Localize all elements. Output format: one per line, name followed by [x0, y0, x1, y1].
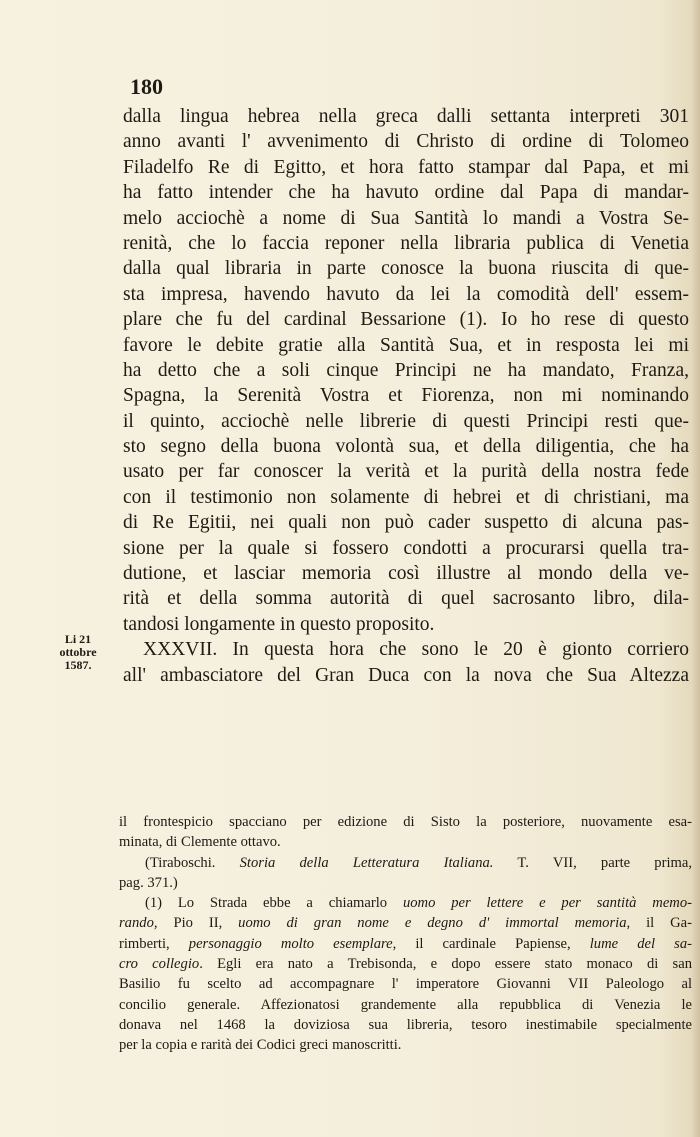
- footnote-line: minata, di Clemente ottavo.: [119, 834, 281, 851]
- main-text-line: Filadelfo Re di Egitto, et hora fatto stampar dal Papa, et mi: [123, 156, 689, 178]
- main-text-line: usato per far conoscer la verità et la purità della nostra fede: [123, 461, 689, 483]
- footnote-italic-text: uomo di gran nome e degno d' immortal memoria: [238, 915, 627, 932]
- footnote-line: [119, 853, 692, 873]
- main-text-line: sto segno della buona volontà sua, et della diligentia, che ha: [123, 436, 689, 458]
- footnote-line: concilio generale. Affezionatosi grandemente alla repubblica di Venezia le: [119, 996, 692, 1013]
- section-start-line: XXXVII. In questa hora che sono le 20 è gionto corriero: [143, 639, 689, 661]
- margin-date-day: Li 21: [64, 632, 92, 646]
- footnote-line: [119, 934, 692, 954]
- main-text-line: sione per la quale si fossero condotti a procurarsi quella tra-: [123, 537, 689, 559]
- main-text-line: ha detto che a soli cinque Principi ne ha mandato, Franza,: [123, 359, 689, 381]
- footnote-text: . Egli era nato a Trebisonda, e dopo essere stato monaco di san: [199, 956, 692, 973]
- main-text-line: dalla lingua hebrea nella greca dalli settanta interpreti 301: [123, 106, 689, 127]
- footnote-line: [119, 913, 692, 933]
- footnote-line: Basilio fu scelto ad accompagnare l' imperatore Giovanni VII Paleologo al: [119, 976, 692, 993]
- footnote-italic-text: lume del sa-: [589, 935, 692, 952]
- main-text-line: anno avanti l' avvenimento di Christo di ordine di Tolomeo: [123, 131, 689, 153]
- footnote-line: [119, 954, 692, 974]
- footnote-italic-text: rando: [119, 915, 154, 932]
- main-text-line: renità, che lo faccia reponer nella libraria publica di Venetia: [123, 232, 689, 254]
- main-text: [123, 104, 689, 688]
- main-text-line: plare che fu del cardinal Bessarione (1). Io ho rese di questo: [123, 309, 689, 331]
- main-text-line: all' ambasciatore del Gran Duca con la nova che Sua Altezza: [123, 664, 689, 686]
- main-text-line: rità et della somma autorità di quel sacrosanto libro, dila-: [123, 588, 689, 610]
- footnote-text: (1) Lo Strada ebbe a chiamarlo: [145, 895, 403, 912]
- main-text-line: con il testimonio non solamente di hebrei et di christiani, ma: [123, 486, 689, 508]
- footnote-text: rimberti,: [119, 935, 189, 952]
- main-text-line: sta impresa, havendo havuto da lei la comodità dell' essem-: [123, 283, 689, 305]
- footnote-line: per la copia e rarità dei Codici greci manoscritti.: [119, 1037, 402, 1054]
- margin-date-year: 1587.: [64, 658, 92, 672]
- footnote-italic-text: uomo per lettere e per santità memo-: [402, 895, 692, 912]
- footnote-italic-text: personaggio molto esemplare: [188, 935, 393, 952]
- main-text-line: ha fatto intender che ha havuto ordine dal Papa di mandar-: [123, 182, 689, 204]
- footnote-italic-text: cro collegio: [119, 956, 200, 973]
- footnote-text: , Pio II,: [153, 915, 239, 932]
- footnote-italic-text: Storia della Letteratura Italiana.: [239, 854, 494, 871]
- main-text-line: di Re Egitii, nei quali non può cader suspetto di alcuna pas-: [123, 512, 689, 534]
- main-text-line: dalla qual libraria in parte conosce la buona riuscita di que-: [123, 258, 689, 280]
- margin-date-month: ottobre: [59, 645, 97, 659]
- footnotes: [119, 812, 692, 1056]
- footnote-text: T. VII, parte prima,: [493, 854, 692, 871]
- footnote-line: [119, 893, 692, 913]
- main-text-line: tandosi longamente in questo proposito.: [123, 613, 435, 635]
- main-text-line: Spagna, la Serenità Vostra et Fiorenza, non mi nominando: [123, 385, 689, 407]
- footnote-line: il frontespicio spacciano per edizione di Sisto la posteriore, nuovamente esa-: [119, 814, 692, 830]
- margin-date-note: [45, 633, 111, 672]
- main-text-line: melo acciochè a nome di Sua Santità lo mandi a Vostra Se-: [123, 207, 689, 229]
- main-text-line: dutione, et lasciar memoria così illustre al mondo della ve-: [123, 563, 689, 585]
- footnote-line: donava nel 1468 la doviziosa sua libreria, tesoro inestimabile specialmente: [119, 1016, 692, 1033]
- footnote-text: , il cardinale Papiense,: [392, 935, 590, 952]
- footnote-text: , il Ga-: [626, 915, 692, 932]
- main-text-line: il quinto, acciochè nelle librerie di questi Principi resti que-: [123, 410, 689, 432]
- main-text-line: favore le debite gratie alla Santità Sua, et in resposta lei mi: [123, 334, 689, 356]
- page-number: 180: [130, 74, 163, 99]
- footnote-line: pag. 371.): [119, 874, 178, 891]
- footnote-text: (Tiraboschi.: [145, 854, 240, 871]
